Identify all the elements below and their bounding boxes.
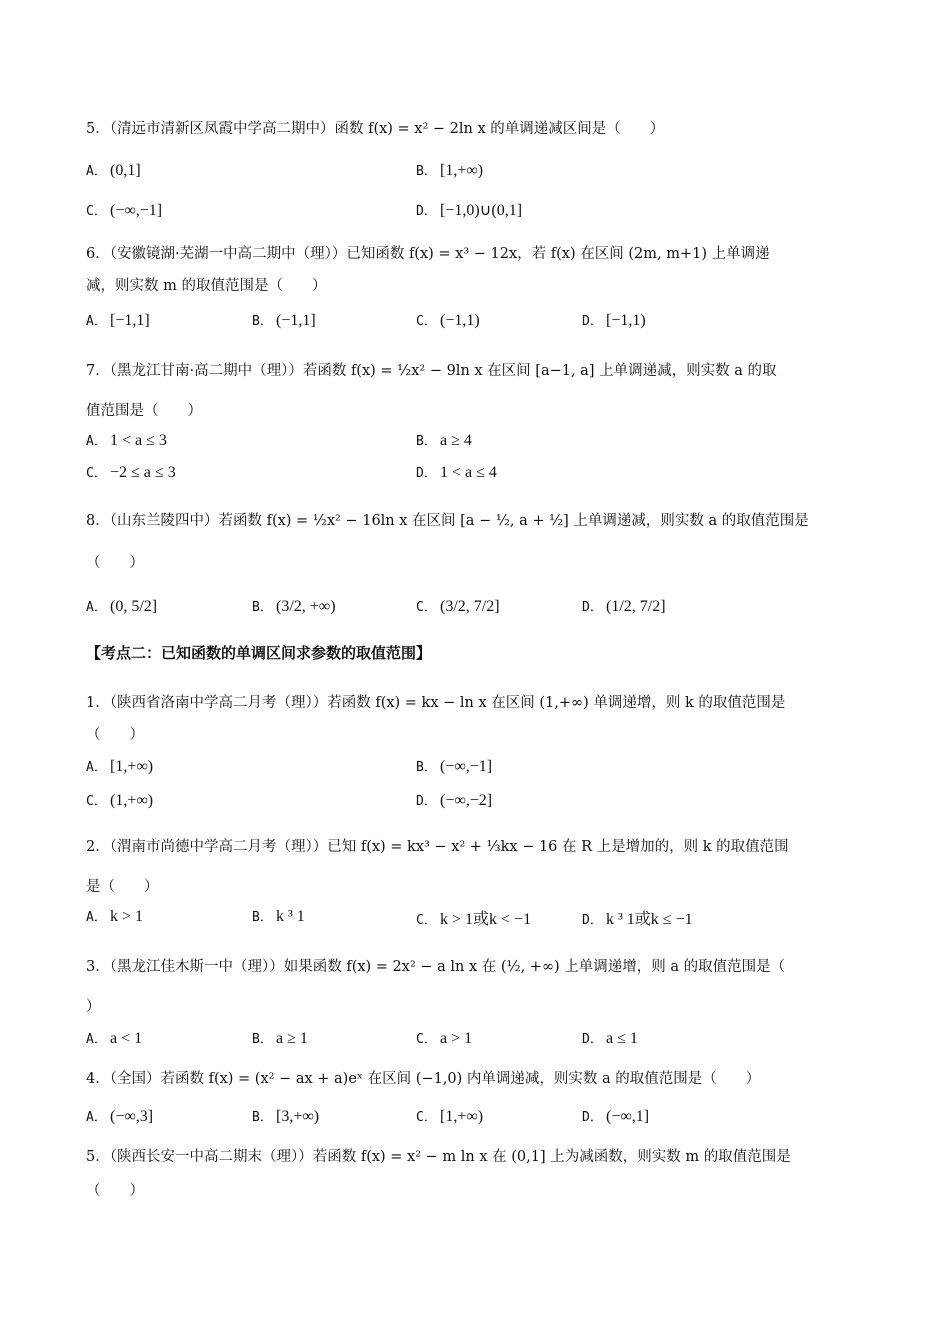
- q5-option-a: A． (0,1]: [86, 162, 141, 179]
- q7-option-b: B． a ≥ 4: [416, 432, 472, 449]
- q7-option-a: A． 1 < a ≤ 3: [86, 432, 167, 449]
- q5-option-b: B． [1,+∞): [416, 162, 484, 179]
- question-p2-1-stem-cont: （ ）: [86, 727, 144, 743]
- p2q4-option-a: A． (−∞,3]: [86, 1108, 154, 1125]
- question-p2-2-stem: 2．（渭南市尚德中学高二月考（理））已知 f(x) = kx³ − x² + ⅓kx − 16 在 R 上是增加的，则 k 的取值范围: [86, 839, 789, 855]
- q6-option-c: C． (−1,1): [416, 312, 480, 329]
- question-p2-1-stem: 1．（陕西省洛南中学高二月考（理））若函数 f(x) = kx − ln x 在区间 (1,+∞) 单调递增，则 k 的取值范围是: [86, 695, 786, 711]
- question-7-stem-cont: 值范围是（ ）: [86, 403, 202, 419]
- q8-option-d: D． (1/2, 7/2]: [582, 598, 666, 615]
- p2q1-option-d: D． (−∞,−2]: [416, 792, 493, 809]
- q8-option-c: C． (3/2, 7/2]: [416, 598, 500, 615]
- p2q3-option-b: B． a ≥ 1: [252, 1030, 308, 1047]
- p2q4-option-d: D． (−∞,1]: [582, 1108, 650, 1125]
- q6-option-a: A． [−1,1]: [86, 312, 150, 329]
- question-8-stem-cont: （ ）: [86, 555, 144, 571]
- question-6-stem-cont: 减，则实数 m 的取值范围是（ ）: [86, 278, 327, 294]
- p2q3-option-d: D． a ≤ 1: [582, 1030, 638, 1047]
- p2q2-option-a: A． k > 1: [86, 908, 144, 925]
- question-p2-3-stem: 3．（黑龙江佳木斯一中（理））如果函数 f(x) = 2x² − a ln x 在 (½, +∞) 上单调递增，则 a 的取值范围是（: [86, 959, 786, 975]
- p2q2-option-c: C． k > 1或k < −1: [416, 911, 532, 928]
- q8-option-a: A． (0, 5/2]: [86, 598, 158, 615]
- p2q4-option-c: C． [1,+∞): [416, 1108, 484, 1125]
- question-p2-4-stem: 4．（全国）若函数 f(x) = (x² − ax + a)eˣ 在区间 (−1,0) 内单调递减，则实数 a 的取值范围是（ ）: [86, 1071, 761, 1087]
- q5-option-d: D． [−1,0)∪(0,1]: [416, 202, 523, 219]
- p2q3-option-a: A． a < 1: [86, 1030, 143, 1047]
- q5-option-c: C． (−∞,−1]: [86, 202, 163, 219]
- p2q3-option-c: C． a > 1: [416, 1030, 473, 1047]
- question-6-stem: 6．（安徽镜湖·芜湖一中高二期中（理））已知函数 f(x) = x³ − 12x，若 f(x) 在区间 (2m, m+1) 上单调递: [86, 246, 770, 262]
- question-8-stem: 8．（山东兰陵四中）若函数 f(x) = ½x² − 16ln x 在区间 [a − ½, a + ½] 上单调递减，则实数 a 的取值范围是: [86, 513, 809, 529]
- p2q4-option-b: B． [3,+∞): [252, 1108, 320, 1125]
- q6-option-d: D． [−1,1): [582, 312, 646, 329]
- q6-option-b: B． (−1,1]: [252, 312, 316, 329]
- q8-option-b: B． (3/2, +∞): [252, 598, 336, 615]
- p2q1-option-c: C． (1,+∞): [86, 792, 154, 809]
- question-5-stem: 5．（清远市清新区凤霞中学高二期中）函数 f(x) = x² − 2ln x 的单调递减区间是（ ）: [86, 121, 665, 137]
- p2q2-option-d: D． k ³ 1或k ≤ −1: [582, 911, 693, 928]
- p2q1-option-a: A． [1,+∞): [86, 758, 154, 775]
- question-p2-5-stem-cont: （ ）: [86, 1183, 144, 1199]
- question-7-stem: 7．（黑龙江甘南·高二期中（理））若函数 f(x) = ½x² − 9ln x 在区间 [a−1, a] 上单调递减，则实数 a 的取: [86, 363, 777, 379]
- question-p2-2-stem-cont: 是（ ）: [86, 879, 159, 895]
- q7-option-d: D． 1 < a ≤ 4: [416, 464, 497, 481]
- question-p2-3-stem-cont: ）: [86, 999, 101, 1015]
- question-p2-5-stem: 5．（陕西长安一中高二期末（理））若函数 f(x) = x² − m ln x 在 (0,1] 上为减函数，则实数 m 的取值范围是: [86, 1149, 791, 1165]
- section-title: 【考点二：已知函数的单调区间求参数的取值范围】: [86, 644, 432, 662]
- p2q1-option-b: B． (−∞,−1]: [416, 758, 493, 775]
- q7-option-c: C． −2 ≤ a ≤ 3: [86, 464, 176, 481]
- p2q2-option-b: B． k ³ 1: [252, 908, 305, 925]
